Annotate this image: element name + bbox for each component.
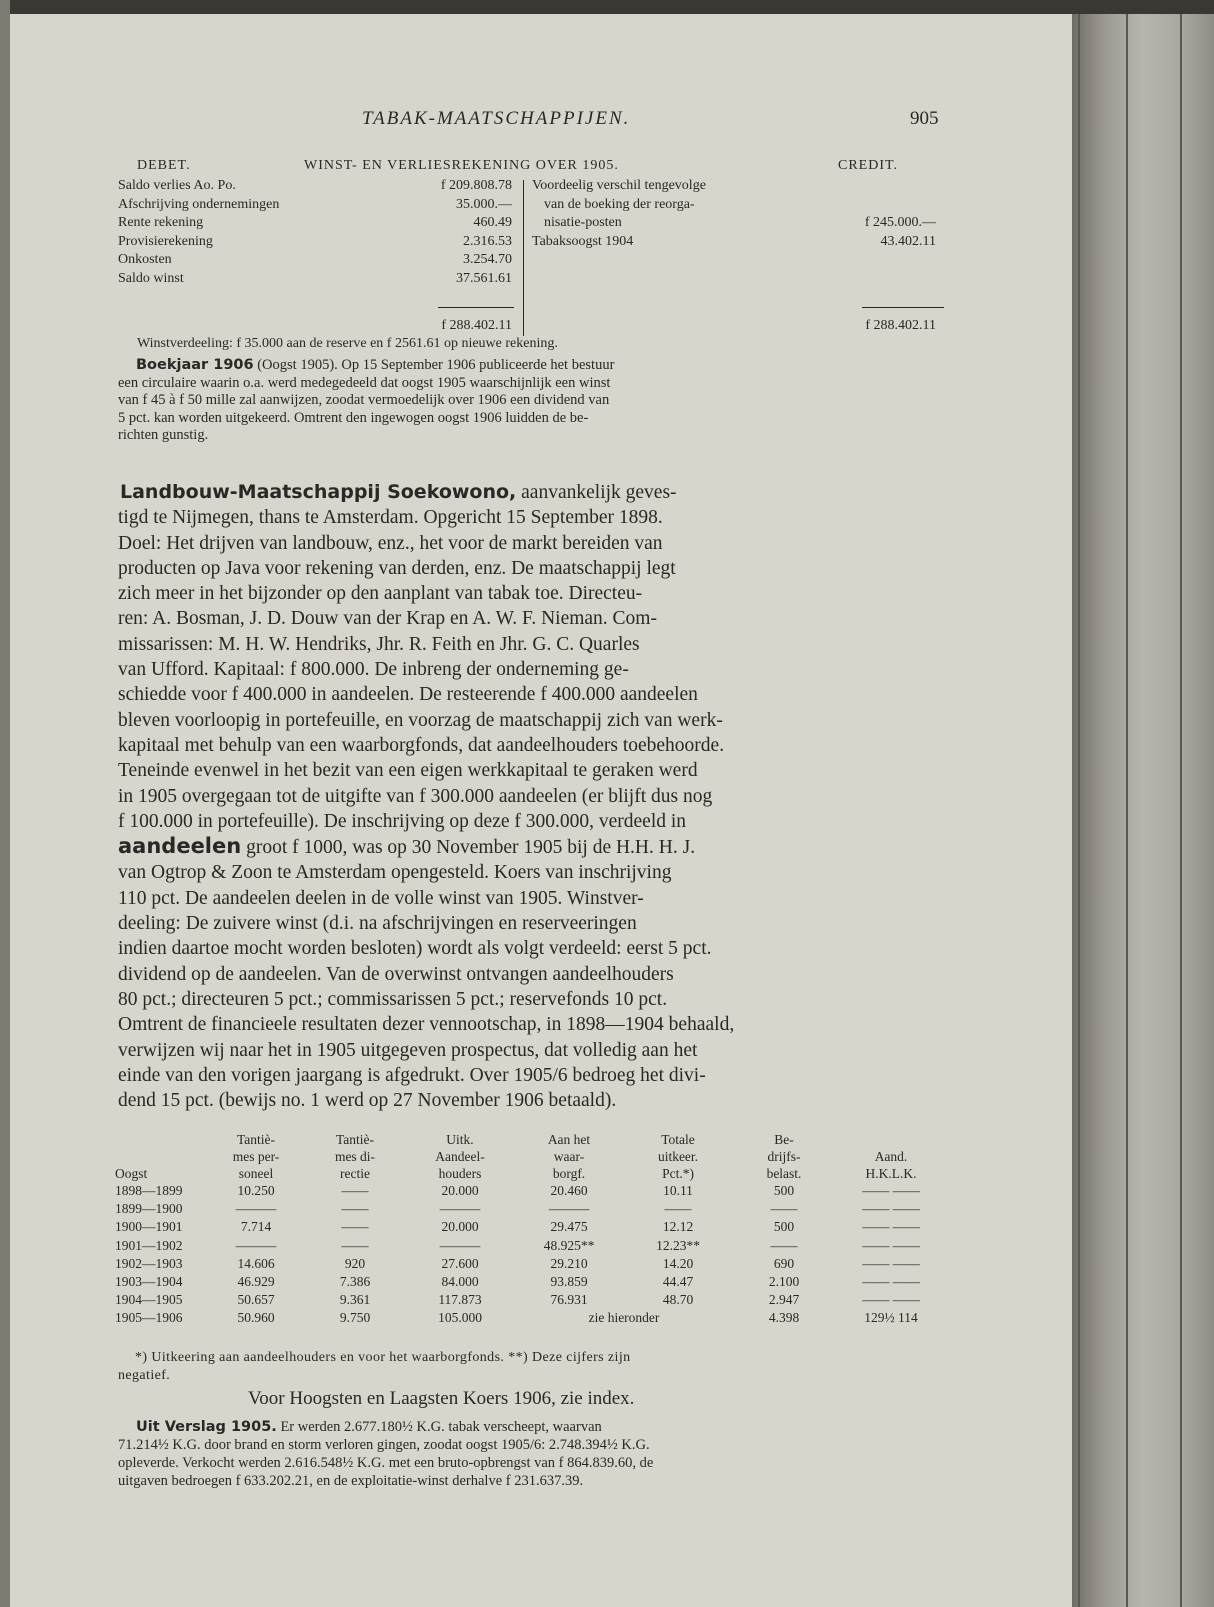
debit-row-amount: f 209.808.78 xyxy=(440,178,512,193)
credit-row-amount: 43.402.11 xyxy=(880,233,936,249)
table-header-cell: Be- drijfs- belast. xyxy=(766,1132,802,1181)
spine-rule xyxy=(1180,14,1182,1607)
debit-labels xyxy=(118,177,279,289)
aandeelen-heading: aandeelen xyxy=(118,834,242,859)
company-line: dividend op de aandeelen. Van de overwinst ontvangen aandeelhouders xyxy=(118,963,674,985)
table-row: 1902—1903 14.606 920 27.600 29.210 14.20 690 —— —— xyxy=(115,1255,920,1271)
boekjaar-line: richten gunstig. xyxy=(118,427,209,443)
company-line: missarissen: M. H. W. Hendriks, Jhr. R. Feith en Jhr. G. C. Quarles xyxy=(118,633,640,655)
verslag-line: opleverde. Verkocht werden 2.616.548½ K.G. met een bruto-opbrengst van f 864.839.60, de xyxy=(118,1455,654,1471)
credit-label: CREDIT. xyxy=(838,158,899,173)
credit-total-rule xyxy=(862,307,944,308)
company-name: Landbouw-Maatschappij Soekowono, xyxy=(120,481,517,503)
company-paragraph xyxy=(118,480,944,1113)
table-row: 1905—1906 50.960 9.750 105.000 zie hieronder 4.398 129½ 114 xyxy=(115,1310,918,1326)
table-header-cell: Aan het waar- borgf. xyxy=(547,1132,591,1181)
company-line: kapitaal met behulp van een waarborgfonds, dat aandeelhouders toebehoorde. xyxy=(118,734,725,756)
table-row: 1904—1905 50.657 9.361 117.873 76.931 48.70 2.947 —— —— xyxy=(115,1292,920,1308)
credit-row-amount: f 245.000.— xyxy=(864,215,936,230)
credit-line: nisatie-posten xyxy=(544,215,622,231)
account-title: WINST- EN VERLIESREKENING OVER 1905. xyxy=(304,158,619,173)
footnote-line: *) Uitkeering aan aandeelhouders en voor het waarborgfonds. **) Deze cijfers zijn xyxy=(135,1350,631,1365)
table-row: 1903—1904 46.929 7.386 84.000 93.859 44.47 2.100 —— —— xyxy=(115,1274,920,1290)
company-line: bleven voorloopig in portefeuille, en voorzag de maatschappij zich van werk- xyxy=(118,709,723,731)
table-header-cell: Totale uitkeer. Pct.*) xyxy=(657,1132,699,1181)
table-row: 1900—1901 7.714 —— 20.000 29.475 12.12 500 —— —— xyxy=(115,1219,920,1235)
company-line: tigd te Nijmegen, thans te Amsterdam. Opgericht 15 September 1898. xyxy=(118,507,663,529)
boekjaar-line: 5 pct. kan worden uitgekeerd. Omtrent den ingewogen oogst 1906 luidden de be- xyxy=(118,409,589,426)
credit-amounts xyxy=(800,214,936,251)
debit-row-amount: 2.316.53 xyxy=(463,233,512,249)
aandeelen-line: groot f 1000, was op 30 November 1905 bij de H.H. H. J. xyxy=(241,837,696,859)
credit-total: f 288.402.11 xyxy=(865,318,936,333)
debet-label: DEBET. xyxy=(137,158,191,173)
winstverdeeling-line: Winstverdeeling: f 35.000 aan de reserve en f 2561.61 op nieuwe rekening. xyxy=(137,336,558,351)
table-row: 1899—1900 ——— —— ——— ——— —— —— —— —— xyxy=(115,1201,920,1217)
company-line: schiedde voor f 400.000 in aandeelen. De resteerende f 400.000 aandeelen xyxy=(118,684,698,706)
company-line: Teneinde evenwel in het bezit van een eigen werkkapitaal te geraken werd xyxy=(118,760,698,782)
debit-row-amount: 3.254.70 xyxy=(463,252,512,268)
boekjaar-paragraph xyxy=(118,357,944,445)
company-line: 110 pct. De aandeelen deelen in de volle winst van 1905. Winstver- xyxy=(118,887,644,909)
koers-note: Voor Hoogsten en Laagsten Koers 1906, zie index. xyxy=(248,1388,635,1409)
table-header-cell: Aand. H.K.L.K. xyxy=(865,1149,917,1181)
debit-row-label: Onkosten xyxy=(118,252,172,268)
verslag-paragraph xyxy=(118,1418,944,1490)
table-header-row xyxy=(115,1131,947,1182)
debit-row-label: Saldo verlies Ao. Po. xyxy=(118,178,236,193)
company-line: 80 pct.; directeuren 5 pct.; commissarissen 5 pct.; reservefonds 10 pct. xyxy=(118,988,668,1010)
verslag-heading: Uit Verslag 1905. xyxy=(136,1419,277,1435)
debit-row-label: Saldo winst xyxy=(118,270,184,286)
spine-rule xyxy=(1126,14,1128,1607)
table-header-cell: Uitk. Aandeel- houders xyxy=(435,1132,485,1181)
dividend-table xyxy=(115,1131,947,1328)
credit-line: Voordeelig verschil tengevolge xyxy=(532,178,706,193)
company-line: zich meer in het bijzonder op den aanplant van tabak toe. Directeu- xyxy=(118,583,643,605)
table-header-cell: Tantiè- mes di- rectie xyxy=(334,1132,376,1181)
book-spine xyxy=(1072,14,1214,1607)
credit-description xyxy=(532,177,706,251)
debit-row-label: Afschrijving ondernemingen xyxy=(118,196,280,212)
debit-row-amount: 37.561.61 xyxy=(456,270,512,286)
boekjaar-line: (Oogst 1905). Op 15 September 1906 publiceerde het bestuur xyxy=(253,357,615,373)
debit-row-amount: 35.000.— xyxy=(456,196,512,212)
table-row: 1898—1899 10.250 —— 20.000 20.460 10.11 500 —— —— xyxy=(115,1183,920,1199)
debit-total-rule xyxy=(438,307,514,308)
company-line: Omtrent de financieele resultaten dezer vennootschap, in 1898—1904 behaald, xyxy=(118,1014,735,1036)
spine-rule xyxy=(1078,14,1080,1607)
company-line: indien daartoe mocht worden besloten) wordt als volgt verdeeld: eerst 5 pct. xyxy=(118,938,712,960)
scan-left-edge xyxy=(0,0,10,1607)
boekjaar-heading: Boekjaar 1906 xyxy=(136,357,254,373)
company-line: Doel: Het drijven van landbouw, enz., het voor de markt bereiden van xyxy=(118,532,663,554)
company-line: verwijzen wij naar het in 1905 uitgegeven prospectus, dat volledig aan het xyxy=(118,1039,698,1061)
company-line: producten op Java voor rekening van derden, enz. De maatschappij legt xyxy=(118,557,676,579)
company-line: einde van den vorigen jaargang is afgedrukt. Over 1905/6 bedroeg het divi- xyxy=(118,1064,706,1086)
credit-row-label: Tabaksoogst 1904 xyxy=(532,233,634,249)
verslag-line: Er werden 2.677.180½ K.G. tabak verscheept, waarvan xyxy=(276,1419,602,1435)
company-line: in 1905 overgegaan tot de uitgifte van f 300.000 aandeelen (er blijft dus nog xyxy=(118,785,713,807)
page-number: 905 xyxy=(910,108,939,129)
table-header-cell: Tantiè- mes per- soneel xyxy=(232,1132,280,1181)
table-row: 1901—1902 ——— —— ——— 48.925** 12.23** —— —— —— xyxy=(115,1237,920,1253)
company-line: van Ogtrop & Zoon te Amsterdam opengesteld. Koers van inschrijving xyxy=(118,862,672,884)
debit-total: f 288.402.11 xyxy=(441,318,512,333)
running-header-title: TABAK-MAATSCHAPPIJEN. xyxy=(362,108,631,129)
boekjaar-line: van f 45 à f 50 mille zal aanwijzen, zoodat vermoedelijk over 1906 een dividend van xyxy=(118,392,610,408)
debit-row-amount: 460.49 xyxy=(473,215,512,231)
account-divider xyxy=(523,180,524,336)
boekjaar-line: een circulaire waarin o.a. werd medegedeeld dat oogst 1905 waarschijnlijk een winst xyxy=(118,374,611,391)
verslag-line: uitgaven bedroegen f 633.202.21, en de exploitatie-winst derhalve f 231.637.39. xyxy=(118,1473,584,1489)
credit-line: van de boeking der reorga- xyxy=(544,196,695,212)
company-line: ren: A. Bosman, J. D. Douw van der Krap en A. W. F. Nieman. Com- xyxy=(118,608,657,630)
company-line: aanvankelijk geves- xyxy=(516,482,677,503)
company-line: f 100.000 in portefeuille). De inschrijving op deze f 300.000, verdeeld in xyxy=(118,810,687,832)
verslag-line: 71.214½ K.G. door brand en storm verloren gingen, zoodat oogst 1905/6: 2.748.394½ K.G. xyxy=(118,1437,650,1453)
company-line: van Ufford. Kapitaal: f 800.000. De inbreng der onderneming ge- xyxy=(118,659,629,681)
footnote-line: negatief. xyxy=(118,1368,171,1383)
company-line: deeling: De zuivere winst (d.i. na afschrijvingen en reserveeringen xyxy=(118,913,637,935)
debit-row-label: Rente rekening xyxy=(118,215,204,231)
company-line: dend 15 pct. (bewijs no. 1 werd op 27 November 1906 betaald). xyxy=(118,1090,617,1112)
table-header-cell: Oogst xyxy=(115,1166,148,1181)
debit-amounts xyxy=(398,177,512,289)
debit-row-label: Provisierekening xyxy=(118,233,213,249)
